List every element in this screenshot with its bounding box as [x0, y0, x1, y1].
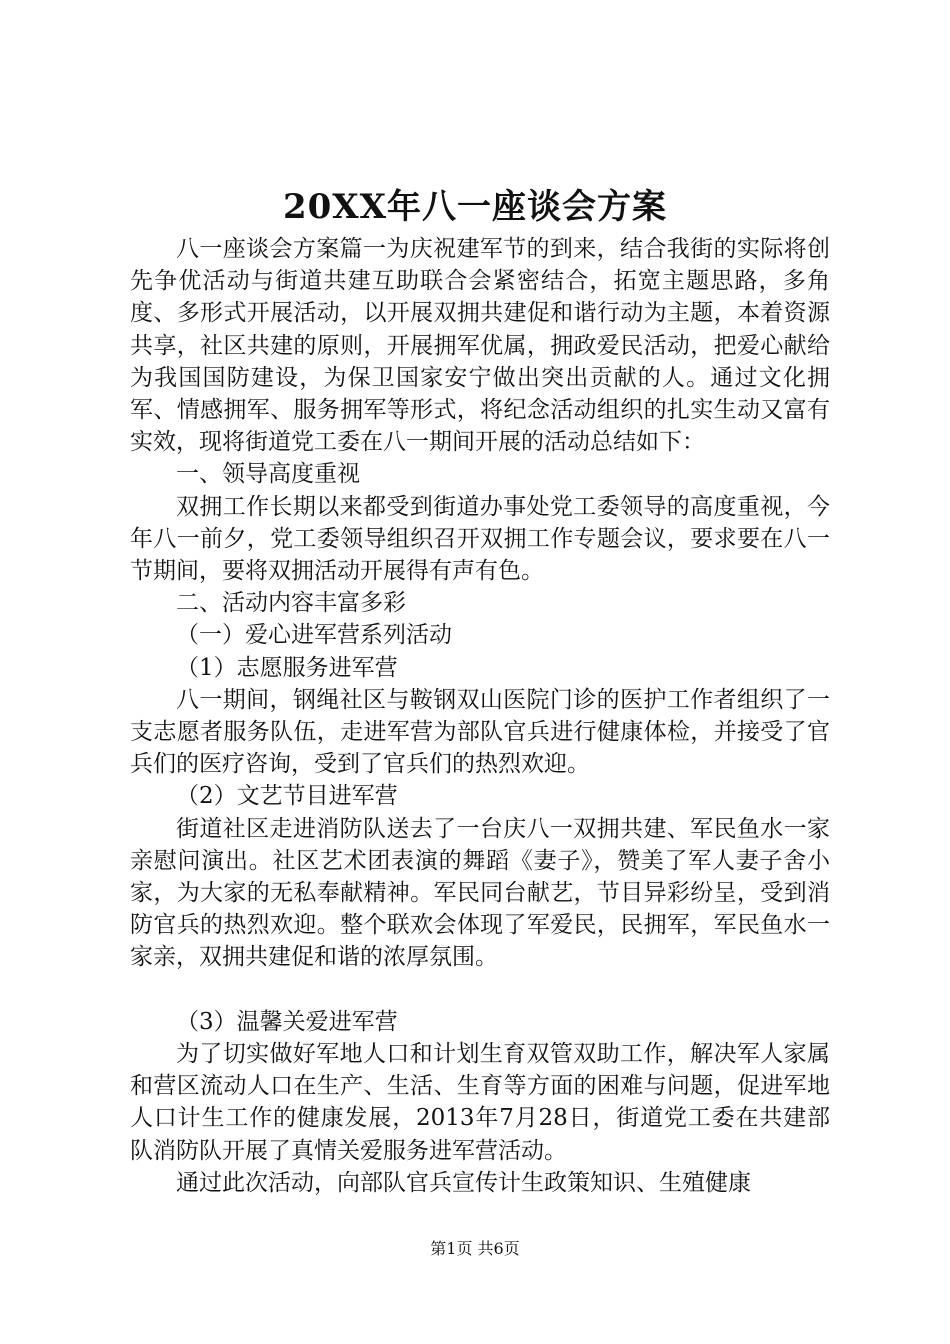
item-heading: （1）志愿服务进军营: [176, 654, 398, 681]
body-paragraph: 双拥工作长期以来都受到街道办事处党工委领导的高度重视，今年八一前夕，党工委领导组织召开双拥工作专题会议，要求要在八一节期间，要将双拥活动开展得有声有色。: [130, 493, 830, 585]
subsection-heading: （一）爱心进军营系列活动: [176, 622, 452, 649]
body-paragraph: 八一座谈会方案篇一为庆祝建军节的到来，结合我街的实际将创先争优活动与街道共建互助联合会紧密结合，拓宽主题思路，多角度、多形式开展活动，以开展双拥共建促和谐行动为主题，本着资源共享，社区共建的原则，开展拥军优属，拥政爱民活动，把爱心献给为我国国防建设，为保卫国家安宁做出突出贡献的人。通过文化拥军、情感拥军、服务拥军等形式，将纪念活动组织的扎实生动又富有实效，现将街道党工委在八一期间开展的活动总结如下：: [130, 236, 830, 456]
document-body: [130, 233, 830, 1199]
section-heading: 一、领导高度重视: [176, 461, 360, 488]
body-paragraph: 街道社区走进消防队送去了一台庆八一双拥共建、军民鱼水一家亲慰问演出。社区艺术团表演的舞蹈《妻子》，赞美了军人妻子舍小家，为大家的无私奉献精神。军民同台献艺，节目异彩纷呈，受到消防官兵的热烈欢迎。整个联欢会体现了军爱民，民拥军，军民鱼水一家亲，双拥共建促和谐的浓厚氛围。: [130, 815, 830, 971]
body-paragraph: 八一期间，钢绳社区与鞍钢双山医院门诊的医护工作者组织了一支志愿者服务队伍，走进军营为部队官兵进行健康体检，并接受了官兵们的医疗咨询，受到了官兵们的热烈欢迎。: [130, 686, 830, 778]
item-heading: （2）文艺节目进军营: [176, 783, 398, 810]
body-paragraph: 为了切实做好军地人口和计划生育双管双助工作，解决军人家属和营区流动人口在生产、生活、生育等方面的困难与问题，促进军地人口计生工作的健康发展，2013年7月28日，街道党工委在共建部队消防队开展了真情关爱服务进军营活动。: [130, 1041, 830, 1164]
body-paragraph: 通过此次活动，向部队官兵宣传计生政策知识、生殖健康: [176, 1169, 751, 1196]
document-title: 20XX年八一座谈会方案: [282, 187, 668, 227]
blank-line: [130, 974, 830, 1006]
item-heading: （3）温馨关爱进军营: [176, 1008, 398, 1035]
section-heading: 二、活动内容丰富多彩: [176, 590, 406, 617]
page-number-footer: 第1页 共6页: [430, 1239, 520, 1258]
